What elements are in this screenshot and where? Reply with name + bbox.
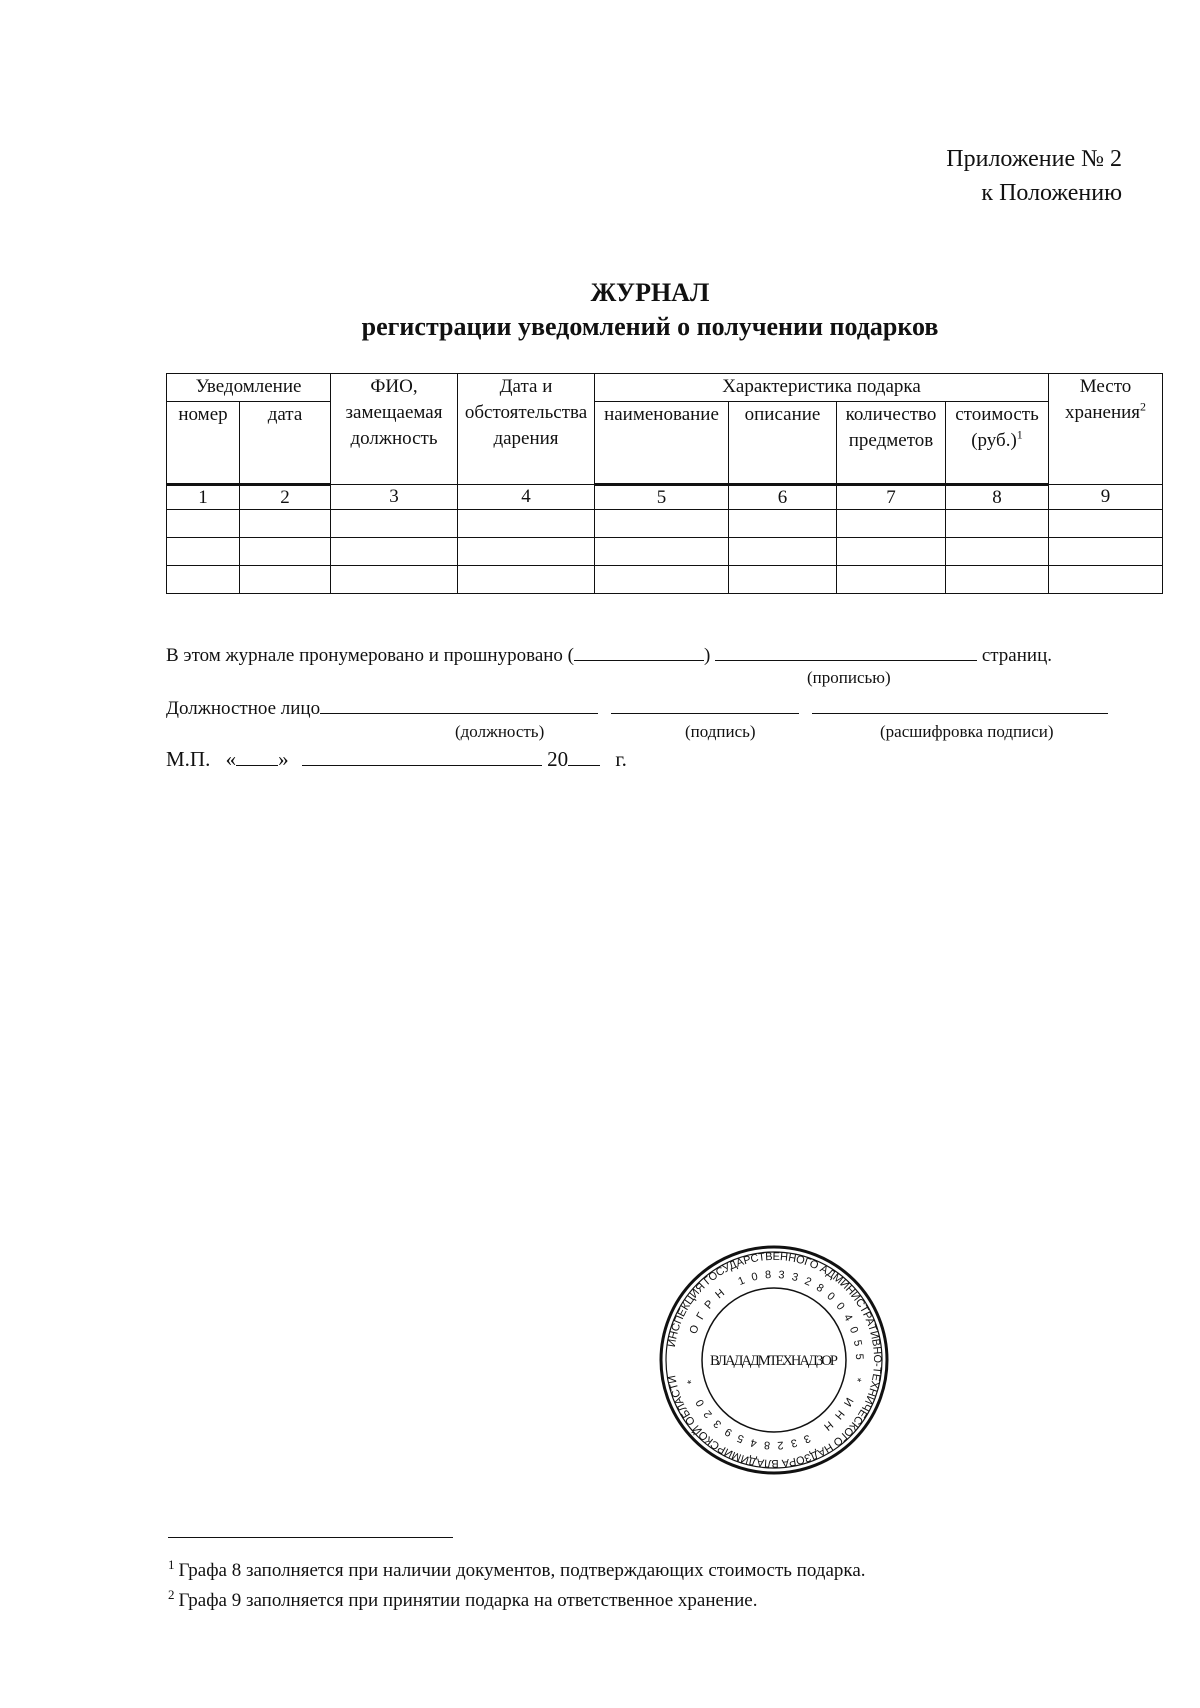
header-date-line3: дарения <box>493 428 559 449</box>
footnote-1-text: Графа 8 заполняется при наличии документов, подтверждающих стоимость подарка. <box>178 1560 866 1581</box>
table-cell <box>837 510 946 538</box>
footnote-1-mark: 1 <box>168 1556 175 1572</box>
footnote-2-text: Графа 9 заполняется при принятии подарка на ответственное хранение. <box>178 1590 758 1611</box>
table-cell <box>167 510 240 538</box>
table-cell <box>946 566 1049 594</box>
header-date-line1: Дата и <box>499 376 553 397</box>
footnote-mark-1: 1 <box>1016 427 1023 442</box>
month-blank <box>302 745 542 766</box>
year-prefix: 20 <box>547 747 569 771</box>
table-cell <box>837 566 946 594</box>
table-cell <box>595 566 729 594</box>
year-suffix: г. <box>615 747 627 771</box>
table-row <box>167 538 1163 566</box>
table-cell <box>946 538 1049 566</box>
day-blank <box>236 745 278 766</box>
table-cell <box>458 538 595 566</box>
header-place-line2 <box>1049 400 1162 426</box>
footnote-1 <box>168 1556 866 1582</box>
column-number: 9 <box>1049 485 1163 510</box>
caption-signature: (подпись) <box>685 722 756 741</box>
official-line <box>166 693 1108 720</box>
table-cell <box>331 510 458 538</box>
journal-table <box>166 373 1163 594</box>
table-cell <box>1049 510 1163 538</box>
header-storage-place <box>1049 374 1163 485</box>
signature-decoding-blank <box>812 693 1108 714</box>
stamp-outer-text: ИНСПЕКЦИЯ ГОСУДАРСТВЕННОГО АДМИНИСТРАТИВНО-ТЕХНИЧЕСКОГО НАДЗОРА ВЛАДИМИРСКОЙ ОБЛАСТИ <box>665 1250 884 1470</box>
official-stamp <box>658 1244 890 1476</box>
table-cell <box>458 566 595 594</box>
header-fio-line3: должность <box>350 428 438 449</box>
header-quantity <box>837 402 946 485</box>
position-blank <box>320 693 598 714</box>
journal-pages-line <box>166 640 1052 667</box>
table-cell <box>331 538 458 566</box>
signature-blank <box>611 693 799 714</box>
header-date-circumstances <box>458 374 595 485</box>
header-cost <box>946 402 1049 485</box>
official-label: Должностное лицо <box>166 698 321 719</box>
header-fio <box>331 374 458 485</box>
header-date: дата <box>240 402 331 485</box>
mp-label: М.П. <box>166 747 211 771</box>
table-row <box>167 566 1163 594</box>
header-place-line1: Место <box>1079 376 1132 397</box>
column-number: 6 <box>729 485 837 510</box>
footnote-rule <box>168 1537 453 1538</box>
header-number: номер <box>167 402 240 485</box>
caption-signature-decoding: (расшифровка подписи) <box>880 722 1054 741</box>
quote-open: « <box>225 747 237 771</box>
table-cell <box>1049 538 1163 566</box>
pages-label: страниц. <box>981 645 1052 666</box>
header-cost-line1: стоимость <box>955 404 1039 425</box>
table-cell <box>946 510 1049 538</box>
footnote-mark-2: 2 <box>1140 399 1147 414</box>
table-cell <box>240 538 331 566</box>
seal-date-line <box>166 745 627 772</box>
quote-close: » <box>278 747 289 771</box>
header-cost-unit: (руб.) <box>971 430 1017 451</box>
stamp-inner-text: ОГРН 1083328004055 * ИНН 3328459320 * <box>685 1268 866 1451</box>
document-subtitle: регистрации уведомлений о получении подарков <box>361 312 939 341</box>
table-cell <box>595 510 729 538</box>
paren-close: ) <box>704 645 711 666</box>
caption-position: (должность) <box>455 722 545 741</box>
header-fio-line1: ФИО, <box>370 376 418 397</box>
table-cell <box>458 510 595 538</box>
document-title: ЖУРНАЛ <box>590 278 710 307</box>
pages-words-blank <box>715 640 977 661</box>
header-fio-line2: замещаемая <box>345 402 443 423</box>
table-cell <box>167 566 240 594</box>
footnote-2-mark: 2 <box>168 1586 175 1602</box>
column-number: 8 <box>946 485 1049 510</box>
column-number: 4 <box>458 485 595 510</box>
table-row <box>167 510 1163 538</box>
header-place-word: хранения <box>1064 402 1141 423</box>
header-description: описание <box>729 402 837 485</box>
appendix-block <box>946 142 1122 210</box>
table-cell <box>729 510 837 538</box>
table-cell <box>837 538 946 566</box>
column-number: 3 <box>331 485 458 510</box>
header-notification: Уведомление <box>167 374 331 402</box>
table-cell <box>595 538 729 566</box>
journal-pages-text: В этом журнале пронумеровано и прошнуровано ( <box>166 645 574 666</box>
year-blank <box>568 745 600 766</box>
caption-in-words: (прописью) <box>807 668 891 687</box>
column-number: 5 <box>595 485 729 510</box>
column-number: 1 <box>167 485 240 510</box>
header-quantity-line2: предметов <box>848 430 934 451</box>
table-cell <box>240 566 331 594</box>
table-cell <box>167 538 240 566</box>
column-number: 2 <box>240 485 331 510</box>
appendix-reference: к Положению <box>981 180 1122 206</box>
header-quantity-line1: количество <box>845 404 937 425</box>
footnote-2 <box>168 1586 758 1612</box>
table-cell <box>729 566 837 594</box>
header-gift-characteristics: Характеристика подарка <box>595 374 1049 402</box>
stamp-center-text: ВЛАДАДМТЕХНАДЗОР <box>710 1353 838 1369</box>
table-cell <box>729 538 837 566</box>
appendix-number: Приложение № 2 <box>946 146 1122 172</box>
pages-number-blank <box>574 640 704 661</box>
table-cell <box>1049 566 1163 594</box>
header-cost-line2 <box>946 428 1048 454</box>
table-cell <box>331 566 458 594</box>
table-cell <box>240 510 331 538</box>
column-number: 7 <box>837 485 946 510</box>
header-date-line2: обстоятельства <box>464 402 588 423</box>
header-name: наименование <box>595 402 729 485</box>
